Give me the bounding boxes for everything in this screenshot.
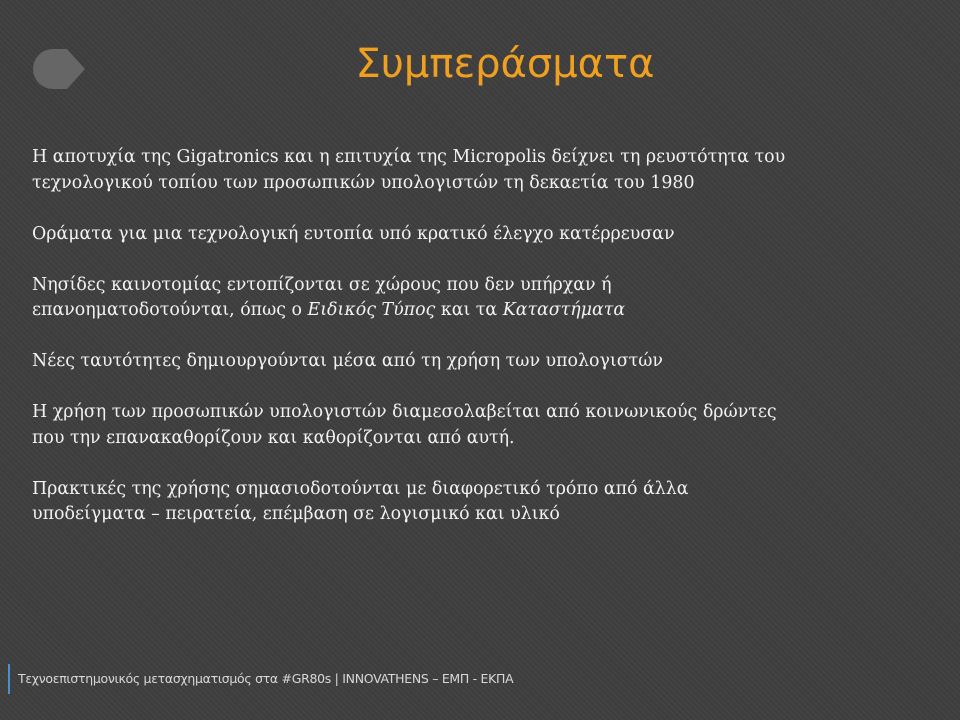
paragraph-innovation-islands (32, 273, 842, 324)
paragraph-line: τεχνολογικού τοπίου των προσωπικών υπολογιστών τη δεκαετία του 1980 (32, 172, 695, 193)
paragraph-line: Νησίδες καινοτομίας εντοπίζονται σε χώρους που δεν υπήρχαν ή (32, 274, 612, 295)
slide-footer: Τεχνοεπιστημονικός μετασχηματισμός στα #GR80s | INNOVATHENS – ΕΜΠ - ΕΚΠΑ (18, 671, 514, 686)
paragraph-gigatronics (32, 145, 842, 196)
slide-body (32, 145, 842, 553)
paragraph-line: που την επανακαθορίζουν και καθορίζονται από αυτή. (32, 427, 515, 448)
italic-term-special-press: Ειδικός Τύπος (307, 300, 436, 320)
paragraph-line: υποδείγματα – πειρατεία, επέμβαση σε λογισμικό και υλικό (32, 504, 560, 524)
paragraph-line: Οράματα για μια τεχνολογική ευτοπία υπό κρατικό έλεγχο κατέρρευσαν (32, 223, 675, 244)
paragraph-line: και τα (435, 300, 503, 320)
paragraph-practices (32, 477, 842, 528)
italic-term-stores: Καταστήματα (502, 300, 626, 320)
paragraph-line: Πρακτικές της χρήσης σημασιοδοτούνται με διαφορετικό τρόπο από άλλα (32, 478, 689, 499)
paragraph-line: Νέες ταυτότητες δημιουργούνται μέσα από τη χρήση των υπολογιστών (32, 351, 663, 371)
footer-divider (8, 664, 10, 694)
paragraph-mediation (32, 400, 842, 451)
paragraph-line: Η αποτυχία της Gigatronics και η επιτυχία της Micropolis δείχνει τη ρευστότητα του (32, 147, 786, 167)
paragraph-eutopia (32, 222, 842, 248)
slide-title: Συμπεράσματα (355, 41, 655, 87)
paragraph-line: Η χρήση των προσωπικών υπολογιστών διαμεσολαβείται από κοινωνικούς δρώντες (32, 402, 777, 422)
paragraph-line: επανοηματοδοτούνται, όπως ο (32, 300, 308, 320)
paragraph-identities (32, 349, 842, 375)
